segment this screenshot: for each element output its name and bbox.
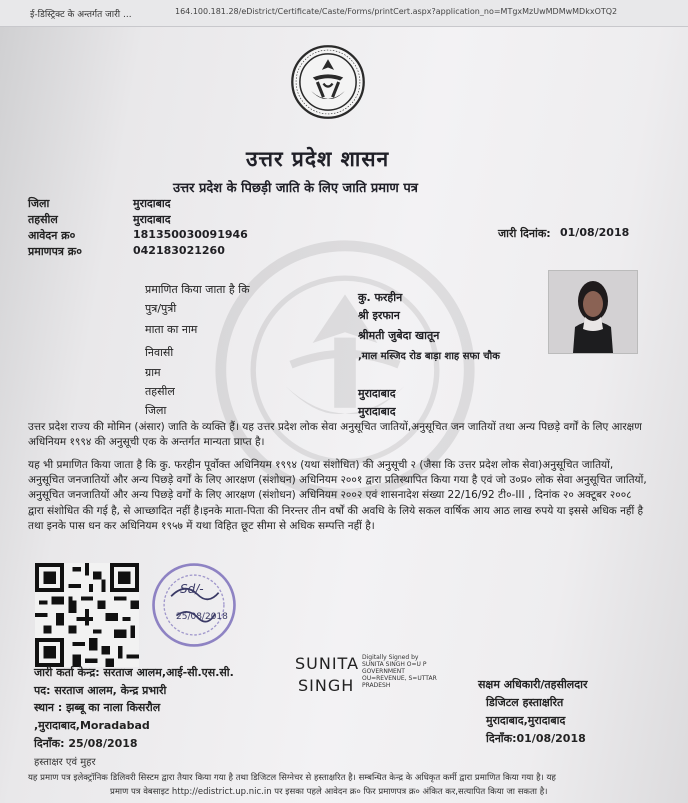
sign-and-seal-label: हस्ताक्षर एवं मुहर [34, 757, 96, 768]
qr-code [34, 563, 140, 667]
certify-label: प्रमाणित किया जाता है कि [145, 283, 250, 296]
footer-note-line1: यह प्रमाण पत्र इलेक्ट्रॉनिक डिलिवरी सिस्टम द्वारा तैयार किया गया है तथा डिजिटल सिग्नेचर से हस्ताक्षरित है। सम्बन्धित केन्द्र के अधिकृत कर्मी द्वारा प्रमाणित किया गया है। यह [28, 773, 556, 783]
person-district-label: जिला [145, 404, 167, 417]
district-label: जिला [28, 197, 50, 210]
applicant-photo [548, 270, 638, 354]
mother-label: माता का नाम [145, 323, 198, 336]
browser-print-header [0, 0, 688, 27]
digital-signer-firstname: SUNITA [295, 654, 360, 673]
issuing-center: जारी कर्ता केन्द्र: सरताज आलम,आई-सी.एस.सी. [34, 666, 234, 679]
up-government-emblem [290, 44, 366, 120]
tehsil-value: मुरादाबाद [133, 213, 171, 226]
caste-statement-paragraph: उत्तर प्रदेश राज्य की मोमिन (अंसार) जाति के व्यक्ति हैं। यह उत्तर प्रदेश लोक सेवा अनुसूचित जातियों,अनुसूचित जन जातियों तथा अन्य पिछड़े वर्गों के लिए आरक्षण अधिनियम १९९४ की अनुसूची एक के अन्तर्गत मान्यता प्राप्त है। [28, 421, 642, 449]
mother-name: श्रीमती जुबेदा खातून [358, 329, 440, 342]
authority-place: मुरादाबाद,मुरादाबाद [486, 714, 566, 727]
tehsil-label: तहसील [28, 213, 58, 226]
footer-note-line2: प्रमाण पत्र वेबसाइट http://edistrict.up.nic.in पर इसका पहले आवेदन क्र० फिर प्रमाणपत्र क्र० अंकित कर,सत्यापित किया जा सकता है। [110, 787, 548, 797]
issue-date-label: जारी दिनांक: [498, 227, 551, 240]
issuer-date: दिनाँक: 25/08/2018 [34, 737, 138, 750]
father-name: श्री इरफान [358, 309, 400, 322]
person-tehsil-label: तहसील [145, 385, 175, 398]
creamy-layer-paragraph: यह भी प्रमाणित किया जाता है कि कु. फरहीन पूर्वोक्त अधिनियम १९९४ (यथा संशोधित) की अनुसूची २ (जैसा कि उत्तर प्रदेश लोक सेवा)अनुसूचित जातियों, अनुसूचित जनजातियों और अन्य पिछड़े वर्गों के लिए आरक्षण (संशोधन) अधिनियम २००१ द्वारा प्रतिस्थापित किया गया है एवं जो उ०प्र० लोक सेवा अनुसूचित जातियों, अनुसूचित जनजातियों और अन्य पिछड़े वर्गों के लिए आरक्षण (संशोधन) अधिनियम २००२ एवं शासनादेश संख्या 22/16/92 टी०-III , दिनांक २० अक्टूबर २००८ द्वारा संशोधित की गई है, से आच्छादित नहीं है।इनके माता-पिता की निरन्तर तीन वर्षों की अवधि के लिये सकल वार्षिक आय आठ लाख रुपये या इससे अधिक नहीं है तथा इनके पास धन कर अधिनियम १९५७ में यथा विहित छूट सीमा से अधिक सम्पत्ति नहीं है। [28, 459, 647, 532]
issuer-place: स्थान : झब्बू का नाला किसरौल [34, 701, 161, 714]
applicant-name: कु. फरहीन [358, 291, 403, 304]
certificate-title: उत्तर प्रदेश शासन [246, 147, 390, 171]
digital-signature-details: Digitally Signed by SUNITA SINGH O=U P GOVERNMENT OU=REVENUE, S=UTTAR PRADESH [362, 654, 437, 689]
village-label: ग्राम [145, 366, 161, 379]
digital-signer-lastname: SINGH [298, 676, 355, 695]
district-value: मुरादाबाद [133, 197, 171, 210]
application-number-value: 181350030091946 [133, 228, 248, 241]
resident-address: ,माल मस्जिद रोड बाड़ा शाह सफा चौक [358, 351, 500, 362]
seal-initials: Sd/- [180, 582, 204, 596]
certificate-subtitle: उत्तर प्रदेश के पिछड़ी जाति के लिए जाति प्रमाण पत्र [173, 181, 418, 196]
person-tehsil-value: मुरादाबाद [358, 387, 396, 400]
authority-date: दिनाँक:01/08/2018 [486, 732, 586, 745]
page-url: 164.100.181.28/eDistrict/Certificate/Caste/Forms/printCert.aspx?application_no=MTgxMzUwMDMwMDkxOTQ2 [175, 7, 618, 16]
competent-authority-title: सक्षम अधिकारी/तहसीलदार [478, 678, 588, 691]
father-label: पुत्र/पुत्री [145, 302, 177, 315]
seal-date: 25/08/2018 [176, 612, 228, 622]
issuer-post: पद: सरताज आलम, केन्द्र प्रभारी [34, 684, 167, 697]
issuer-seal-stamp [150, 560, 238, 650]
certificate-number-label: प्रमाणपत्र क्र० [28, 245, 82, 258]
digitally-signed-label: डिजिटल हस्ताक्षरित [486, 696, 564, 709]
issuer-city: ,मुरादाबाद,Moradabad [34, 719, 150, 732]
certificate-number-value: 042183021260 [133, 244, 225, 257]
person-silhouette [549, 271, 637, 353]
resident-label: निवासी [145, 346, 174, 359]
application-number-label: आवेदन क्र० [28, 229, 76, 242]
person-district-value: मुरादाबाद [358, 405, 396, 418]
page-caption: ई-डिस्ट्रिक्ट के अन्तर्गत जारी ... [30, 10, 132, 20]
issue-date-value: 01/08/2018 [560, 226, 630, 239]
